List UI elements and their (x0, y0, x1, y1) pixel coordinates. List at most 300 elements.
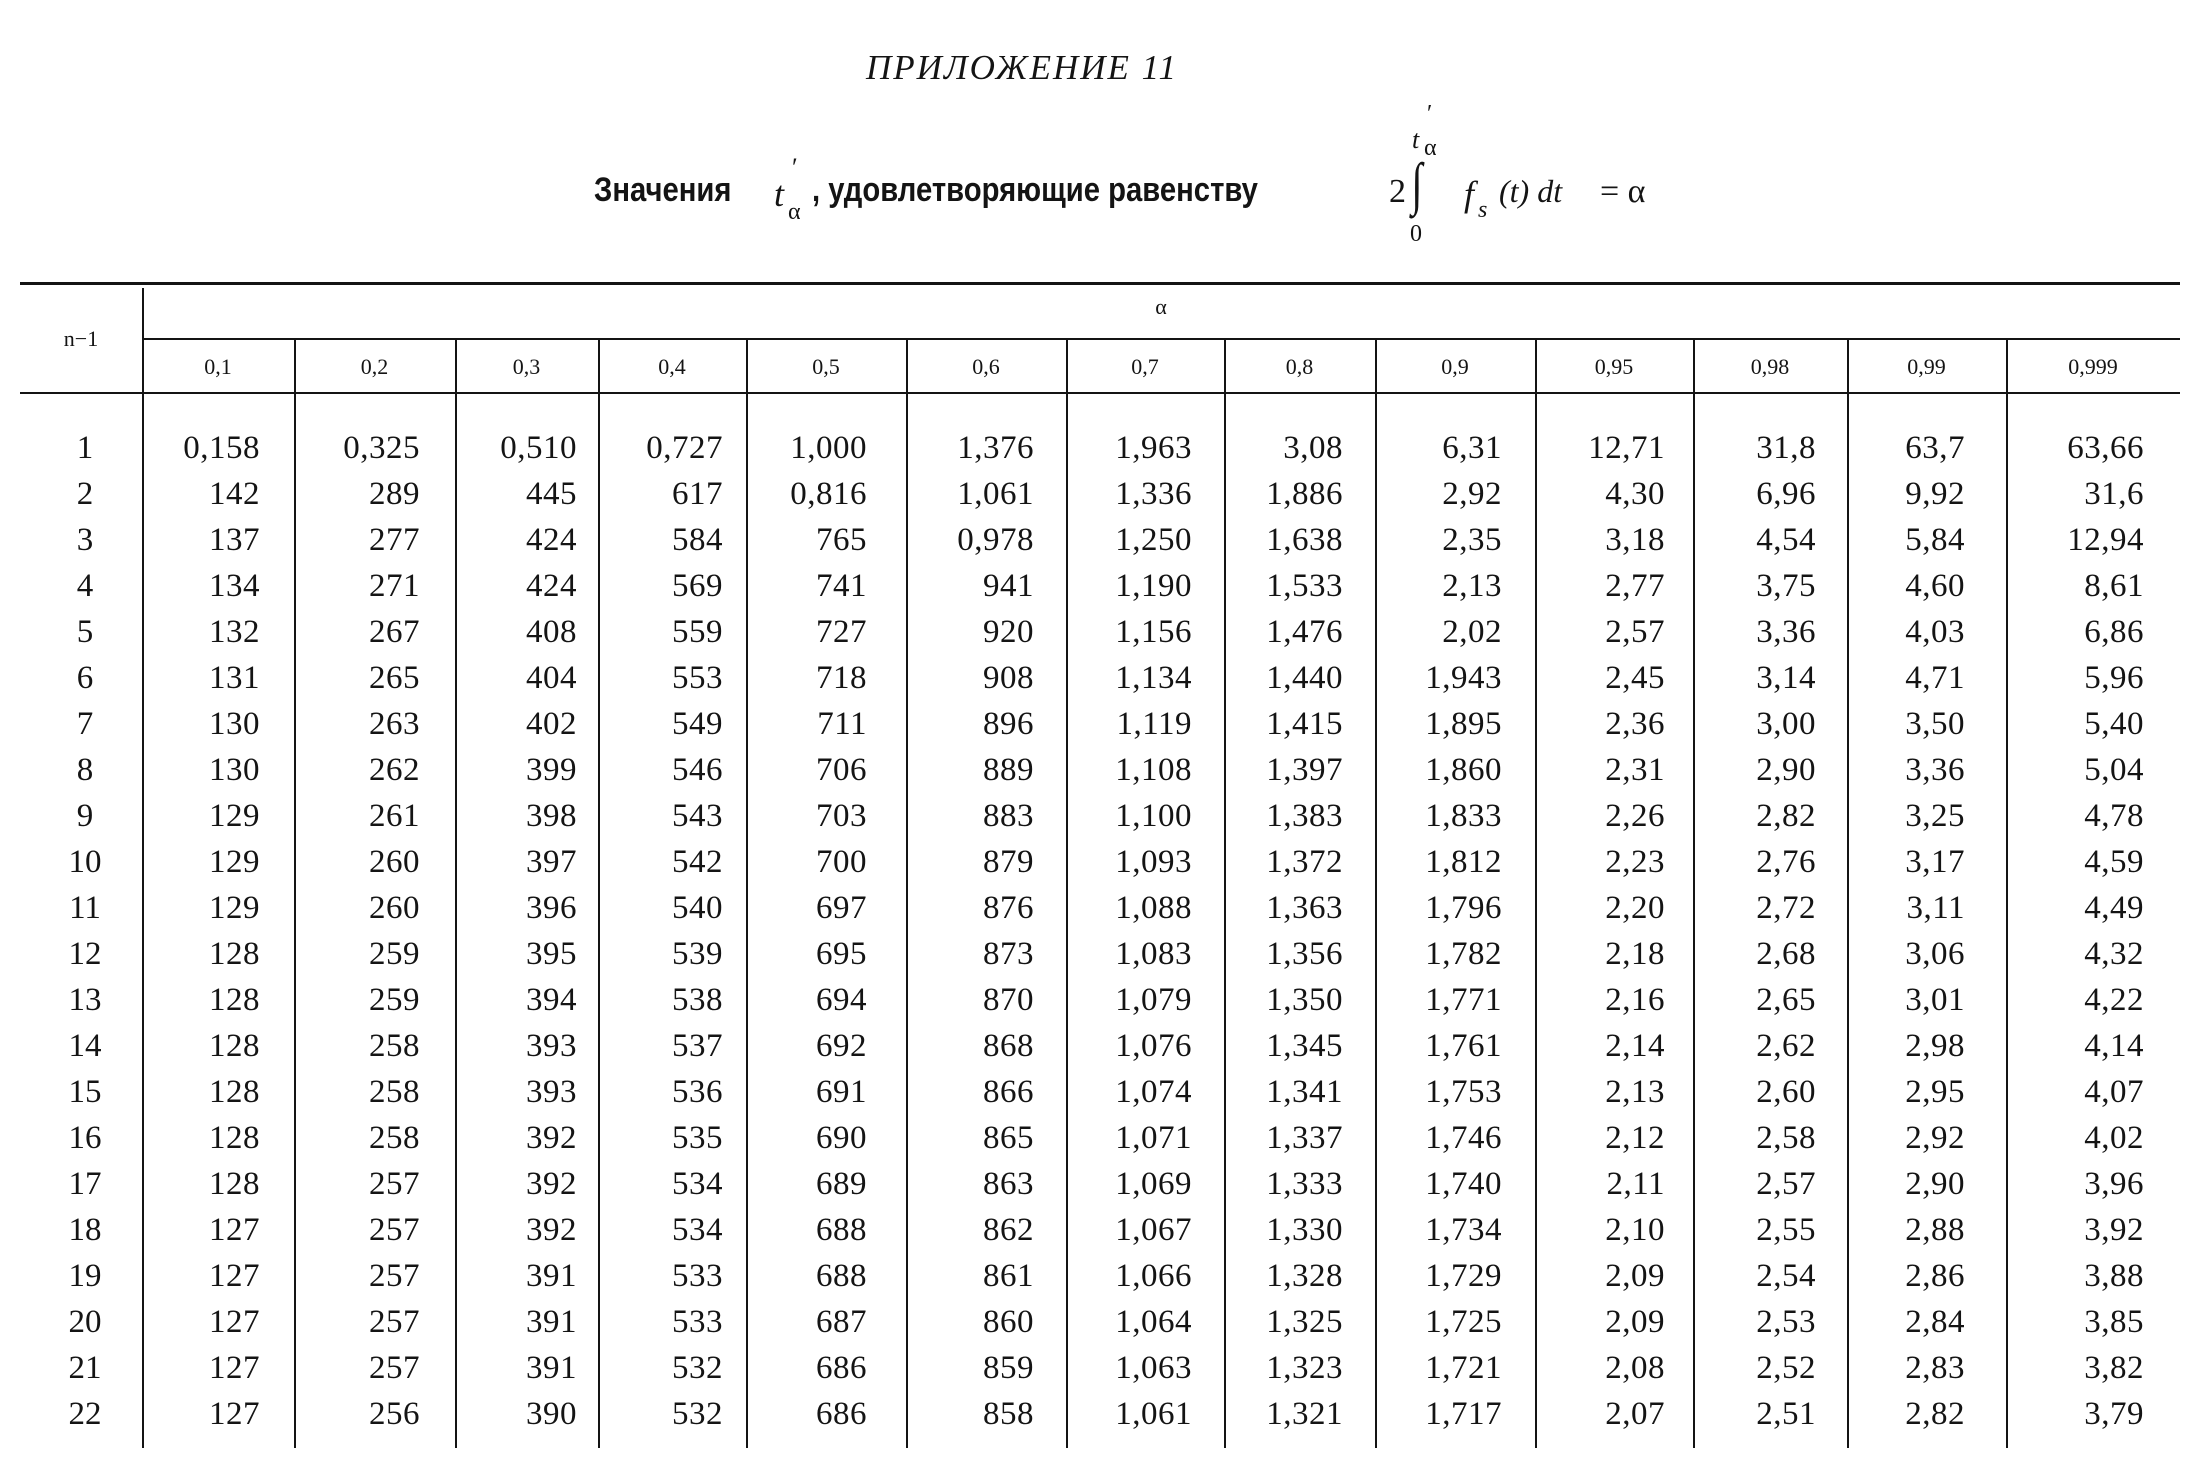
appendix-title: ПРИЛОЖЕНИЕ 11 (865, 48, 1179, 87)
table-cell: 1,190 (1115, 568, 1192, 604)
table-cell: 262 (369, 752, 420, 788)
table-cell: 2,45 (1605, 660, 1665, 696)
table-cell: 1,638 (1266, 522, 1343, 558)
column-header: 0,99 (1907, 354, 1946, 379)
table-cell: 1,088 (1115, 890, 1192, 926)
column-header: 0,999 (2068, 354, 2118, 379)
table-cell: 4,22 (2084, 982, 2144, 1018)
table-cell: 2,68 (1756, 936, 1816, 972)
table-cell: 1,063 (1115, 1350, 1192, 1386)
table-cell: 445 (526, 476, 577, 512)
table-cell: 2,14 (1605, 1028, 1665, 1064)
table-cell: 5,96 (2084, 660, 2144, 696)
table-cell: 1,356 (1266, 936, 1343, 972)
table-cell: 1,134 (1115, 660, 1192, 696)
row-label: 20 (68, 1304, 102, 1340)
table-cell: 2,36 (1605, 706, 1665, 742)
table-cell: 534 (672, 1166, 723, 1202)
table-cell: 2,10 (1605, 1212, 1665, 1248)
table-cell: 2,55 (1756, 1212, 1816, 1248)
table-cell: 692 (816, 1028, 867, 1064)
table-cell: 873 (983, 936, 1034, 972)
table-cell: 3,25 (1905, 798, 1965, 834)
table-cell: 870 (983, 982, 1034, 1018)
table-cell: 4,14 (2084, 1028, 2144, 1064)
table-cell: 686 (816, 1350, 867, 1386)
table-cell: 3,75 (1756, 568, 1816, 604)
table-cell: 584 (672, 522, 723, 558)
table-cell: 1,886 (1266, 476, 1343, 512)
title-integrand: f (1464, 174, 1475, 214)
table-cell: 1,812 (1425, 844, 1502, 880)
table-cell: 392 (526, 1166, 577, 1202)
table-cell: 1,782 (1425, 936, 1502, 972)
table-cell: 5,84 (1905, 522, 1965, 558)
table-cell: 6,96 (1756, 476, 1816, 512)
table-top-rule (20, 282, 2180, 285)
title-integrand-arg: (t) dt (1499, 173, 1563, 209)
table-cell: 131 (209, 660, 260, 696)
table-cell: 860 (983, 1304, 1034, 1340)
table-cell: 267 (369, 614, 420, 650)
table-cell: 2,83 (1905, 1350, 1965, 1386)
table-cell: 876 (983, 890, 1034, 926)
table-cell: 1,345 (1266, 1028, 1343, 1064)
table-cell: 2,16 (1605, 982, 1665, 1018)
table-cell: 128 (209, 1028, 260, 1064)
table-cell: 1,061 (1115, 1396, 1192, 1432)
table-cell: 392 (526, 1212, 577, 1248)
table-cell: 1,083 (1115, 936, 1192, 972)
table-cell: 1,415 (1266, 706, 1343, 742)
title-integrand-subscript: s (1478, 197, 1488, 223)
title-prime: ′ (792, 153, 798, 182)
table-cell: 1,093 (1115, 844, 1192, 880)
table-cell: 4,60 (1905, 568, 1965, 604)
title-variable-subscript: α (788, 199, 801, 225)
table-cell: 543 (672, 798, 723, 834)
row-label: 11 (69, 890, 101, 926)
table-cell: 258 (369, 1028, 420, 1064)
table-cell: 1,079 (1115, 982, 1192, 1018)
table-cell: 257 (369, 1350, 420, 1386)
table-cell: 258 (369, 1074, 420, 1110)
table-cell: 858 (983, 1396, 1034, 1432)
table-cell: 132 (209, 614, 260, 650)
table-cell: 1,250 (1115, 522, 1192, 558)
table-cell: 4,78 (2084, 798, 2144, 834)
table-cell: 617 (672, 476, 723, 512)
table-cell: 129 (209, 890, 260, 926)
table-cell: 4,59 (2084, 844, 2144, 880)
table-cell: 537 (672, 1028, 723, 1064)
row-label: 6 (76, 660, 94, 696)
row-label: 19 (68, 1258, 102, 1294)
row-label: 10 (68, 844, 102, 880)
table-cell: 0,325 (343, 430, 420, 466)
table-cell: 2,08 (1605, 1350, 1665, 1386)
table-cell: 549 (672, 706, 723, 742)
table-cell: 12,71 (1588, 430, 1665, 466)
table-cell: 397 (526, 844, 577, 880)
table-cell: 129 (209, 844, 260, 880)
table-cell: 546 (672, 752, 723, 788)
table-cell: 394 (526, 982, 577, 1018)
table-cell: 257 (369, 1166, 420, 1202)
title-text-before: Значения (594, 171, 732, 209)
table-cell: 128 (209, 1074, 260, 1110)
table-cell: 2,92 (1442, 476, 1502, 512)
table-cell: 2,65 (1756, 982, 1816, 1018)
table-cell: 391 (526, 1304, 577, 1340)
table-cell: 863 (983, 1166, 1034, 1202)
column-header: 0,5 (812, 354, 840, 379)
table-cell: 390 (526, 1396, 577, 1432)
table-cell: 4,02 (2084, 1120, 2144, 1156)
table-cell: 3,06 (1905, 936, 1965, 972)
table-cell: 271 (369, 568, 420, 604)
title-coefficient: 2 (1389, 173, 1406, 210)
table-cell: 1,740 (1425, 1166, 1502, 1202)
table-cell: 1,476 (1266, 614, 1343, 650)
table-cell: 142 (209, 476, 260, 512)
table-cell: 398 (526, 798, 577, 834)
table-cell: 2,13 (1442, 568, 1502, 604)
table-cell: 859 (983, 1350, 1034, 1386)
table-cell: 259 (369, 936, 420, 972)
table-cell: 4,03 (1905, 614, 1965, 650)
table-cell: 688 (816, 1212, 867, 1248)
table-cell: 1,833 (1425, 798, 1502, 834)
table-cell: 2,13 (1605, 1074, 1665, 1110)
table-cell: 127 (209, 1258, 260, 1294)
table-cell: 711 (817, 706, 867, 742)
table-cell: 2,86 (1905, 1258, 1965, 1294)
table-cell: 1,717 (1425, 1396, 1502, 1432)
table-cell: 690 (816, 1120, 867, 1156)
table-cell: 1,000 (790, 430, 867, 466)
table-cell: 2,60 (1756, 1074, 1816, 1110)
table-cell: 127 (209, 1396, 260, 1432)
table-cell: 404 (526, 660, 577, 696)
title-text-after: , удовлетворяющие равенству (812, 171, 1258, 209)
table-cell: 862 (983, 1212, 1034, 1248)
column-header: 0,95 (1594, 354, 1634, 379)
table-cell: 2,52 (1756, 1350, 1816, 1386)
table-cell: 1,363 (1266, 890, 1343, 926)
row-label: 7 (76, 706, 94, 742)
table-cell: 1,761 (1425, 1028, 1502, 1064)
table-cell: 2,11 (1606, 1166, 1665, 1202)
table-cell: 2,58 (1756, 1120, 1816, 1156)
table-cell: 534 (672, 1212, 723, 1248)
column-header: 0,2 (360, 354, 389, 379)
row-label: 22 (68, 1396, 102, 1432)
table-cell: 127 (209, 1304, 260, 1340)
table-cell: 128 (209, 1120, 260, 1156)
row-label: 5 (76, 614, 94, 650)
table-cell: 259 (369, 982, 420, 1018)
table-cell: 2,09 (1605, 1258, 1665, 1294)
table-cell: 277 (369, 522, 420, 558)
table-cell: 697 (816, 890, 867, 926)
table-cell: 9,92 (1905, 476, 1965, 512)
table-cell: 1,796 (1425, 890, 1502, 926)
table-cell: 1,729 (1425, 1258, 1502, 1294)
row-label: 16 (68, 1120, 102, 1156)
table-cell: 258 (369, 1120, 420, 1156)
table-cell: 2,95 (1905, 1074, 1965, 1110)
table-cell: 2,90 (1905, 1166, 1965, 1202)
table-cell: 260 (369, 844, 420, 880)
row-label: 1 (76, 430, 94, 466)
table-cell: 896 (983, 706, 1034, 742)
table-cell: 861 (983, 1258, 1034, 1294)
table-cell: 695 (816, 936, 867, 972)
table-cell: 883 (983, 798, 1034, 834)
table-cell: 559 (672, 614, 723, 650)
table-cell: 129 (209, 798, 260, 834)
table-cell: 2,72 (1756, 890, 1816, 926)
table-cell: 765 (816, 522, 867, 558)
table-cell: 263 (369, 706, 420, 742)
table-cell: 1,333 (1266, 1166, 1343, 1202)
table-cell: 1,336 (1115, 476, 1192, 512)
table-cell: 0,510 (500, 430, 577, 466)
table-cell: 4,32 (2084, 936, 2144, 972)
table-cell: 866 (983, 1074, 1034, 1110)
table-cell: 2,07 (1605, 1396, 1665, 1432)
column-header: 0,3 (512, 354, 541, 379)
table-cell: 1,321 (1266, 1396, 1343, 1432)
table-cell: 1,069 (1115, 1166, 1192, 1202)
table-cell: 395 (526, 936, 577, 972)
table-cell: 1,440 (1266, 660, 1343, 696)
table-cell: 3,00 (1756, 706, 1816, 742)
column-header: 0,9 (1441, 354, 1469, 379)
table-cell: 127 (209, 1212, 260, 1248)
table-cell: 256 (369, 1396, 420, 1432)
table-cell: 1,325 (1266, 1304, 1343, 1340)
table-cell: 1,771 (1425, 982, 1502, 1018)
table-cell: 539 (672, 936, 723, 972)
table-cell: 31,6 (2084, 476, 2144, 512)
table-cell: 393 (526, 1074, 577, 1110)
column-header: 0,98 (1750, 354, 1790, 379)
table-cell: 553 (672, 660, 723, 696)
table-cell: 2,12 (1605, 1120, 1665, 1156)
table-cell: 1,100 (1115, 798, 1192, 834)
table-cell: 536 (672, 1074, 723, 1110)
column-header: 0,1 (204, 354, 232, 379)
table-cell: 532 (672, 1396, 723, 1432)
table-cell: 700 (816, 844, 867, 880)
table-cell: 128 (209, 936, 260, 972)
table-cell: 889 (983, 752, 1034, 788)
table-cell: 3,18 (1605, 522, 1665, 558)
table-cell: 535 (672, 1120, 723, 1156)
table-cell: 8,61 (2084, 568, 2144, 604)
table-cell: 3,08 (1283, 430, 1343, 466)
table-cell: 3,88 (2084, 1258, 2144, 1294)
table-cell: 2,82 (1756, 798, 1816, 834)
table-cell: 2,51 (1756, 1396, 1816, 1432)
table-cell: 1,066 (1115, 1258, 1192, 1294)
table-cell: 2,02 (1442, 614, 1502, 650)
table-cell: 0,978 (957, 522, 1034, 558)
row-label: 15 (68, 1074, 102, 1110)
table-cell: 128 (209, 982, 260, 1018)
table-cell: 865 (983, 1120, 1034, 1156)
table-cell: 694 (816, 982, 867, 1018)
table-cell: 3,79 (2084, 1396, 2144, 1432)
column-header: 0,6 (972, 354, 1000, 379)
table-cell: 1,337 (1266, 1120, 1343, 1156)
table-cell: 686 (816, 1396, 867, 1432)
column-header: 0,4 (658, 354, 686, 379)
title-equals: = α (1600, 173, 1646, 210)
row-label: 18 (68, 1212, 102, 1248)
table-cell: 2,20 (1605, 890, 1665, 926)
table-cell: 533 (672, 1304, 723, 1340)
table-cell: 0,816 (790, 476, 867, 512)
table-cell: 718 (816, 660, 867, 696)
table-cell: 6,31 (1442, 430, 1502, 466)
table-cell: 260 (369, 890, 420, 926)
table-cell: 392 (526, 1120, 577, 1156)
table-cell: 2,98 (1905, 1028, 1965, 1064)
table-cell: 703 (816, 798, 867, 834)
table-cell: 1,725 (1425, 1304, 1502, 1340)
header-bottom-rule (20, 392, 2180, 394)
table-cell: 540 (672, 890, 723, 926)
row-label: 2 (76, 476, 94, 512)
table-cell: 4,07 (2084, 1074, 2144, 1110)
table-cell: 3,82 (2084, 1350, 2144, 1386)
row-label: 14 (68, 1028, 102, 1064)
table-cell: 3,50 (1905, 706, 1965, 742)
table-cell: 134 (209, 568, 260, 604)
table-cell: 868 (983, 1028, 1034, 1064)
table-cell: 2,54 (1756, 1258, 1816, 1294)
table-cell: 3,01 (1905, 982, 1965, 1018)
table-cell: 1,963 (1115, 430, 1192, 466)
title-lower-limit: 0 (1410, 221, 1422, 247)
table-cell: 2,53 (1756, 1304, 1816, 1340)
table-cell: 289 (369, 476, 420, 512)
row-label: 13 (68, 982, 102, 1018)
table-cell: 3,96 (2084, 1166, 2144, 1202)
table-title (594, 101, 1794, 255)
title-upper-limit-subscript: α (1424, 135, 1437, 161)
table-cell: 1,746 (1425, 1120, 1502, 1156)
row-label: 12 (68, 936, 102, 972)
table-cell: 1,376 (957, 430, 1034, 466)
table-cell: 261 (369, 798, 420, 834)
title-upper-limit-prime: ′ (1427, 101, 1433, 127)
table-cell: 1,323 (1266, 1350, 1343, 1386)
table-cell: 3,85 (2084, 1304, 2144, 1340)
table-cell: 2,23 (1605, 844, 1665, 880)
table-cell: 727 (816, 614, 867, 650)
table-cell: 1,350 (1266, 982, 1343, 1018)
table-cell: 1,156 (1115, 614, 1192, 650)
table-cell: 257 (369, 1212, 420, 1248)
table-cell: 2,92 (1905, 1120, 1965, 1156)
table-cell: 569 (672, 568, 723, 604)
table-cell: 1,860 (1425, 752, 1502, 788)
table-cell: 393 (526, 1028, 577, 1064)
table-cell: 1,533 (1266, 568, 1343, 604)
table-cell: 1,895 (1425, 706, 1502, 742)
table-cell: 3,14 (1756, 660, 1816, 696)
table-cell: 706 (816, 752, 867, 788)
table-cell: 2,57 (1756, 1166, 1816, 1202)
table-cell: 265 (369, 660, 420, 696)
table-cell: 399 (526, 752, 577, 788)
table-cell: 2,26 (1605, 798, 1665, 834)
table-cell: 402 (526, 706, 577, 742)
table-cell: 396 (526, 890, 577, 926)
title-variable: t (774, 174, 785, 214)
table-cell: 2,09 (1605, 1304, 1665, 1340)
table-cell: 687 (816, 1304, 867, 1340)
table-cell: 128 (209, 1166, 260, 1202)
table-cell: 63,7 (1905, 430, 1965, 466)
table-cell: 424 (526, 568, 577, 604)
table-cell: 1,061 (957, 476, 1034, 512)
table-cell: 533 (672, 1258, 723, 1294)
table-cell: 1,067 (1115, 1212, 1192, 1248)
row-label: 21 (68, 1350, 102, 1386)
table-cell: 2,18 (1605, 936, 1665, 972)
table-cell: 3,36 (1905, 752, 1965, 788)
table-cell: 424 (526, 522, 577, 558)
table-cell: 1,076 (1115, 1028, 1192, 1064)
column-header: 0,7 (1131, 354, 1159, 379)
table-cell: 4,71 (1905, 660, 1965, 696)
table-cell: 127 (209, 1350, 260, 1386)
table-cell: 3,92 (2084, 1212, 2144, 1248)
table-cell: 5,04 (2084, 752, 2144, 788)
table-cell: 1,330 (1266, 1212, 1343, 1248)
table-cell: 12,94 (2067, 522, 2144, 558)
table-cell: 3,17 (1905, 844, 1965, 880)
table-cell: 1,372 (1266, 844, 1343, 880)
title-integral-sign: ∫ (1411, 151, 1423, 216)
table-cell: 4,30 (1605, 476, 1665, 512)
table-cell: 130 (209, 706, 260, 742)
row-label: 4 (76, 568, 94, 604)
table-cell: 2,77 (1605, 568, 1665, 604)
row-label: 3 (76, 522, 94, 558)
table-cell: 1,074 (1115, 1074, 1192, 1110)
table-cell: 391 (526, 1350, 577, 1386)
table-cell: 2,35 (1442, 522, 1502, 558)
table-cell: 1,397 (1266, 752, 1343, 788)
alpha-group-header: α (1155, 294, 1167, 319)
table-cell: 4,54 (1756, 522, 1816, 558)
table-cell: 879 (983, 844, 1034, 880)
table-cell: 257 (369, 1258, 420, 1294)
table-cell: 257 (369, 1304, 420, 1340)
table-cell: 691 (816, 1074, 867, 1110)
table-cell: 1,383 (1266, 798, 1343, 834)
table-cell: 941 (983, 568, 1034, 604)
table-cell: 1,108 (1115, 752, 1192, 788)
row-label: 17 (68, 1166, 102, 1202)
table-cell: 63,66 (2067, 430, 2144, 466)
